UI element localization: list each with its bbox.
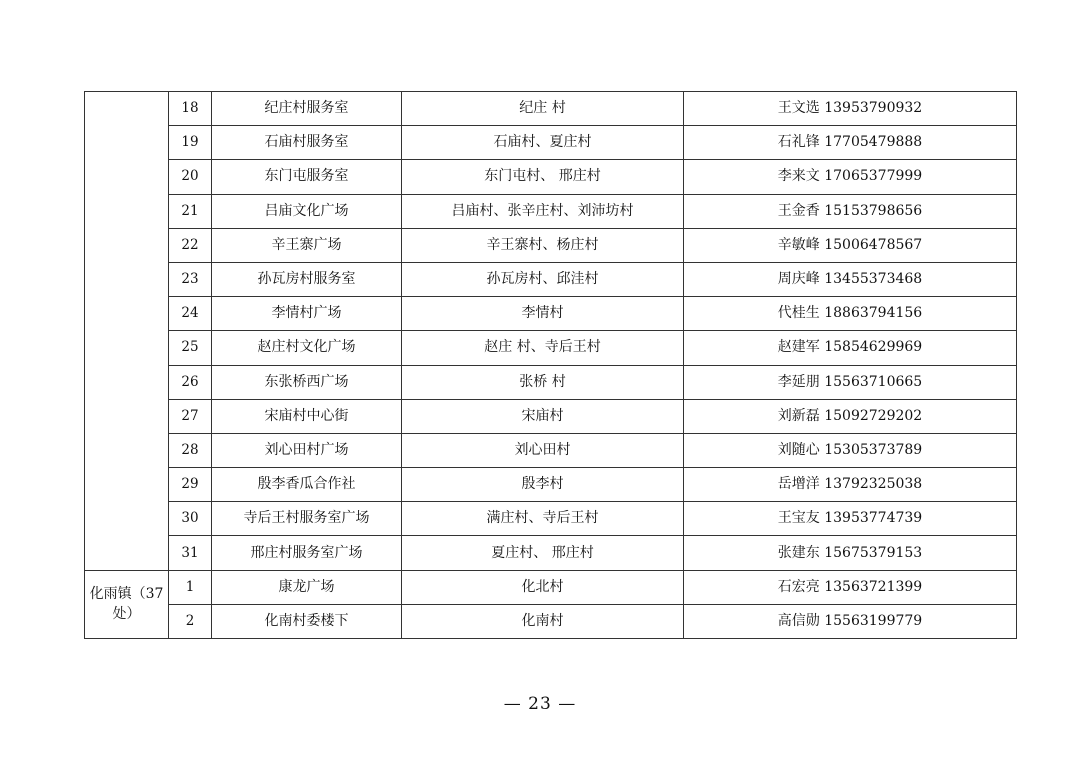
site-name-cell: 东张桥西广场 [212, 365, 402, 399]
table-row [85, 228, 1017, 262]
row-number-cell: 2 [169, 604, 212, 638]
site-name-cell: 化南村委楼下 [212, 604, 402, 638]
contact-cell: 岳增洋 13792325038 [684, 468, 1017, 502]
contact-cell: 李来文 17065377999 [684, 160, 1017, 194]
villages-cell: 赵庄 村、寺后王村 [402, 331, 684, 365]
table-row [85, 468, 1017, 502]
villages-cell: 东门屯村、 邢庄村 [402, 160, 684, 194]
table-row [85, 570, 1017, 604]
villages-cell: 纪庄 村 [402, 92, 684, 126]
contact-cell: 周庆峰 13455373468 [684, 262, 1017, 296]
villages-cell: 殷李村 [402, 468, 684, 502]
row-number-cell: 24 [169, 297, 212, 331]
facility-table [84, 91, 1017, 639]
villages-cell: 孙瓦房村、邱洼村 [402, 262, 684, 296]
table-row [85, 331, 1017, 365]
row-number-cell: 28 [169, 433, 212, 467]
row-number-cell: 20 [169, 160, 212, 194]
contact-cell: 代桂生 18863794156 [684, 297, 1017, 331]
villages-cell: 石庙村、夏庄村 [402, 126, 684, 160]
contact-cell: 石礼锋 17705479888 [684, 126, 1017, 160]
table-row [85, 433, 1017, 467]
site-name-cell: 辛王寨广场 [212, 228, 402, 262]
site-name-cell: 康龙广场 [212, 570, 402, 604]
row-number-cell: 27 [169, 399, 212, 433]
table-row [85, 194, 1017, 228]
site-name-cell: 赵庄村文化广场 [212, 331, 402, 365]
site-name-cell: 纪庄村服务室 [212, 92, 402, 126]
facility-table-wrapper [84, 91, 1017, 639]
table-row [85, 92, 1017, 126]
table-row [85, 399, 1017, 433]
contact-cell: 赵建军 15854629969 [684, 331, 1017, 365]
row-number-cell: 26 [169, 365, 212, 399]
row-number-cell: 31 [169, 536, 212, 570]
page-number: — 23 — [503, 694, 577, 714]
villages-cell: 宋庙村 [402, 399, 684, 433]
contact-cell: 刘随心 15305373789 [684, 433, 1017, 467]
town-group-cell: 化雨镇（37处） [85, 570, 169, 638]
villages-cell: 刘心田村 [402, 433, 684, 467]
villages-cell: 张桥 村 [402, 365, 684, 399]
site-name-cell: 吕庙文化广场 [212, 194, 402, 228]
table-row [85, 502, 1017, 536]
contact-cell: 辛敏峰 15006478567 [684, 228, 1017, 262]
site-name-cell: 殷李香瓜合作社 [212, 468, 402, 502]
villages-cell: 化北村 [402, 570, 684, 604]
table-row [85, 536, 1017, 570]
row-number-cell: 29 [169, 468, 212, 502]
table-row [85, 160, 1017, 194]
site-name-cell: 孙瓦房村服务室 [212, 262, 402, 296]
villages-cell: 辛王寨村、杨庄村 [402, 228, 684, 262]
row-number-cell: 21 [169, 194, 212, 228]
contact-cell: 王宝友 13953774739 [684, 502, 1017, 536]
row-number-cell: 18 [169, 92, 212, 126]
site-name-cell: 东门屯服务室 [212, 160, 402, 194]
villages-cell: 李情村 [402, 297, 684, 331]
villages-cell: 夏庄村、 邢庄村 [402, 536, 684, 570]
contact-cell: 刘新磊 15092729202 [684, 399, 1017, 433]
table-row [85, 126, 1017, 160]
contact-cell: 王金香 15153798656 [684, 194, 1017, 228]
contact-cell: 张建东 15675379153 [684, 536, 1017, 570]
contact-cell: 石宏亮 13563721399 [684, 570, 1017, 604]
contact-cell: 高信勋 15563199779 [684, 604, 1017, 638]
row-number-cell: 19 [169, 126, 212, 160]
row-number-cell: 25 [169, 331, 212, 365]
table-row [85, 365, 1017, 399]
site-name-cell: 宋庙村中心街 [212, 399, 402, 433]
villages-cell: 吕庙村、张辛庄村、刘沛坊村 [402, 194, 684, 228]
contact-cell: 王文选 13953790932 [684, 92, 1017, 126]
row-number-cell: 23 [169, 262, 212, 296]
site-name-cell: 石庙村服务室 [212, 126, 402, 160]
facility-table-body [85, 92, 1017, 639]
table-row [85, 262, 1017, 296]
villages-cell: 满庄村、寺后王村 [402, 502, 684, 536]
site-name-cell: 寺后王村服务室广场 [212, 502, 402, 536]
contact-cell: 李延朋 15563710665 [684, 365, 1017, 399]
row-number-cell: 22 [169, 228, 212, 262]
site-name-cell: 邢庄村服务室广场 [212, 536, 402, 570]
table-row [85, 604, 1017, 638]
town-group-cell [85, 92, 169, 571]
site-name-cell: 刘心田村广场 [212, 433, 402, 467]
table-row [85, 297, 1017, 331]
row-number-cell: 1 [169, 570, 212, 604]
site-name-cell: 李情村广场 [212, 297, 402, 331]
row-number-cell: 30 [169, 502, 212, 536]
villages-cell: 化南村 [402, 604, 684, 638]
